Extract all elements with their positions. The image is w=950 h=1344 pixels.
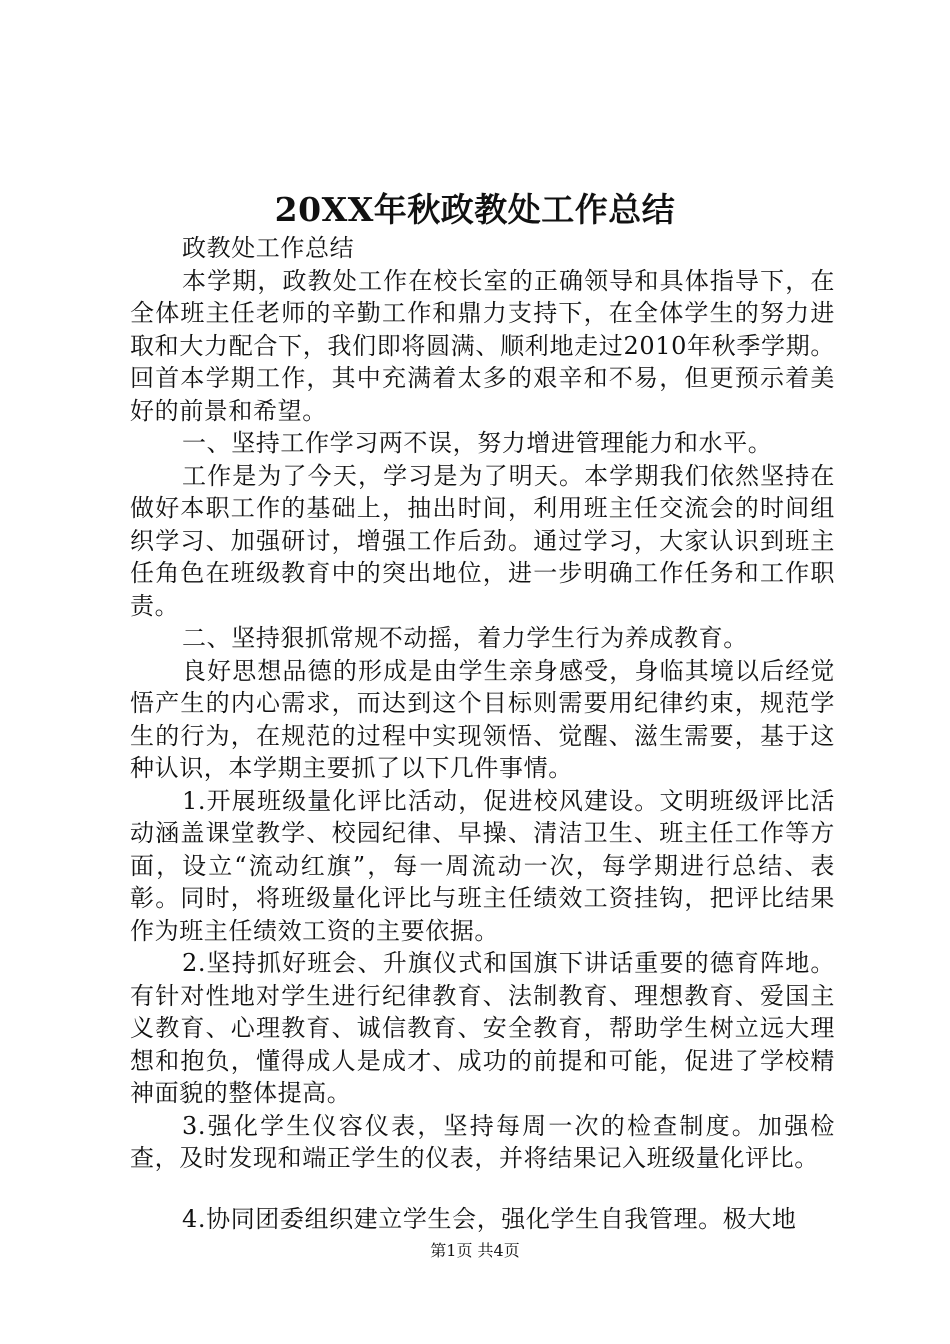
list-item-4: 4.协同团委组织建立学生会，强化学生自我管理。极大地 xyxy=(182,1204,797,1233)
section-heading-2: 二、坚持狠抓常规不动摇，着力学生行为养成教育。 xyxy=(182,624,748,652)
paragraph-intro: 本学期，政教处工作在校长室的正确领导和具体指导下，在全体班主任老师的辛勤工作和鼎力支持下，在全体学生的努力进取和大力配合下，我们即将圆满、顺利地走过2010年秋季学期。回首本学期工作，其中充满着太多的艰辛和不易，但更预示着美好的前景和希望。 xyxy=(130,266,835,425)
paragraph-section-2: 良好思想品德的形成是由学生亲身感受，身临其境以后经觉悟产生的内心需求，而达到这个目标则需要用纪律约束，规范学生的行为，在规范的过程中实现领悟、觉醒、滋生需要，基于这种认识，本学期主要抓了以下几件事情。 xyxy=(130,656,835,782)
list-item-1: 1.开展班级量化评比活动，促进校风建设。文明班级评比活动涵盖课堂教学、校园纪律、早操、清洁卫生、班主任工作等方面，设立“流动红旗”，每一周流动一次，每学期进行总结、表彰。同时，将班级量化评比与班主任绩效工资挂钩，把评比结果作为班主任绩效工资的主要依据。 xyxy=(130,786,835,945)
list-item-3: 3.强化学生仪容仪表，坚持每周一次的检查制度。加强检查，及时发现和端正学生的仪表，并将结果记入班级量化评比。 xyxy=(130,1111,835,1172)
paragraph-subtitle: 政教处工作总结 xyxy=(182,234,355,262)
paragraph-spacer xyxy=(130,1175,835,1203)
page-footer: 第1页 共4页 xyxy=(430,1241,520,1260)
document-body xyxy=(130,232,835,1235)
section-heading-1: 一、坚持工作学习两不误，努力增进管理能力和水平。 xyxy=(182,429,773,457)
paragraph-section-1: 工作是为了今天，学习是为了明天。本学期我们依然坚持在做好本职工作的基础上，抽出时间，利用班主任交流会的时间组织学习、加强研讨，增强工作后劲。通过学习，大家认识到班主任角色在班级教育中的突出地位，进一步明确工作任务和工作职责。 xyxy=(130,461,835,620)
list-item-2: 2.坚持抓好班会、升旗仪式和国旗下讲话重要的德育阵地。有针对性地对学生进行纪律教育、法制教育、理想教育、爱国主义教育、心理教育、诚信教育、安全教育，帮助学生树立远大理想和抱负，懂得成人是成才、成功的前提和可能，促进了学校精神面貌的整体提高。 xyxy=(130,949,835,1107)
document-title: 20XX年秋政教处工作总结 xyxy=(274,190,676,229)
